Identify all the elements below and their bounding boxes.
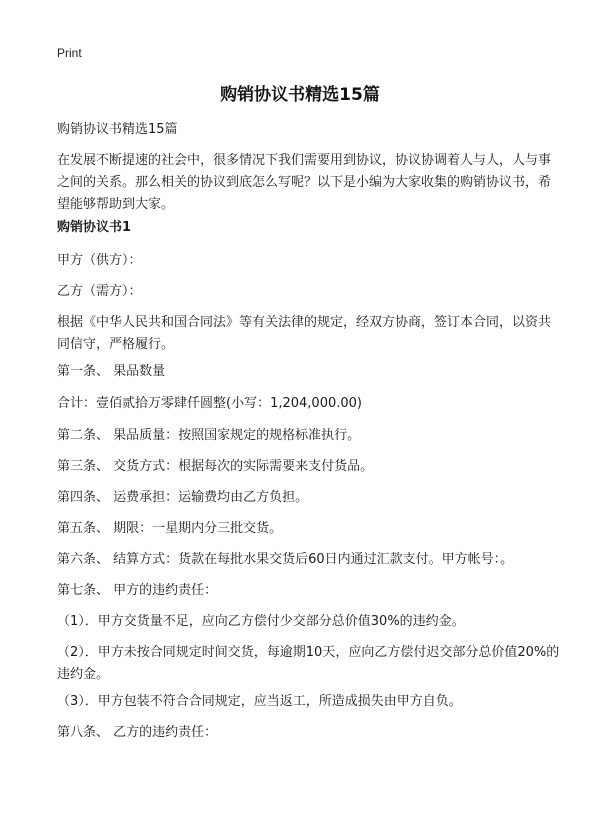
section-heading: 购销协议书1 (57, 220, 132, 235)
article-8: 第八条、 乙方的违约责任： (57, 725, 218, 740)
article-4: 第四条、 运费承担：运输费均由乙方负担。 (57, 490, 309, 505)
intro-paragraph: 在发展不断提速的社会中，很多情况下我们需要用到协议，协议协调着人与人，人与事之间的关系。那么相关的协议到底怎么写呢？以下是小编为大家收集的购销协议书，希望能够帮助到大家。 (57, 153, 552, 212)
total-amount: 合计：壹佰贰拾万零肆仟圆整(小写：1,204,000.00) (57, 396, 362, 411)
document-title: 购销协议书精选15篇 (220, 85, 380, 105)
article-7: 第七条、 甲方的违约责任： (57, 583, 218, 598)
article-6: 第六条、 结算方式：货款在每批水果交货后60日内通过汇款支付。甲方帐号：。 (57, 552, 514, 567)
article-1: 第一条、 果品数量 (57, 364, 166, 379)
article-3: 第三条、 交货方式：根据每次的实际需要来支付货品。 (57, 459, 374, 474)
document-subtitle: 购销协议书精选15篇 (57, 122, 178, 137)
print-label: Print (57, 46, 82, 60)
article-5: 第五条、 期限：一星期内分三批交货。 (57, 521, 283, 536)
clause-7-3: （3）．甲方包装不符合合同规定，应当返工，所造成损失由甲方自负。 (57, 694, 462, 709)
article-2: 第二条、 果品质量：按照国家规定的规格标准执行。 (57, 428, 361, 443)
clause-7-1: （1）．甲方交货量不足，应向乙方偿付少交部分总价值30%的违约金。 (57, 614, 465, 629)
preamble-paragraph: 根据《中华人民共和国合同法》等有关法律的规定，经双方协商，签订本合同，以资共同信守，严格履行。 (57, 315, 552, 352)
party-a: 甲方（供方）： (57, 253, 142, 268)
clause-7-2: （2）．甲方未按合同规定时间交货，每逾期10天，应向乙方偿付迟交部分总价值20%的违约金。 (57, 645, 560, 682)
party-b: 乙方（需方）： (57, 284, 142, 299)
